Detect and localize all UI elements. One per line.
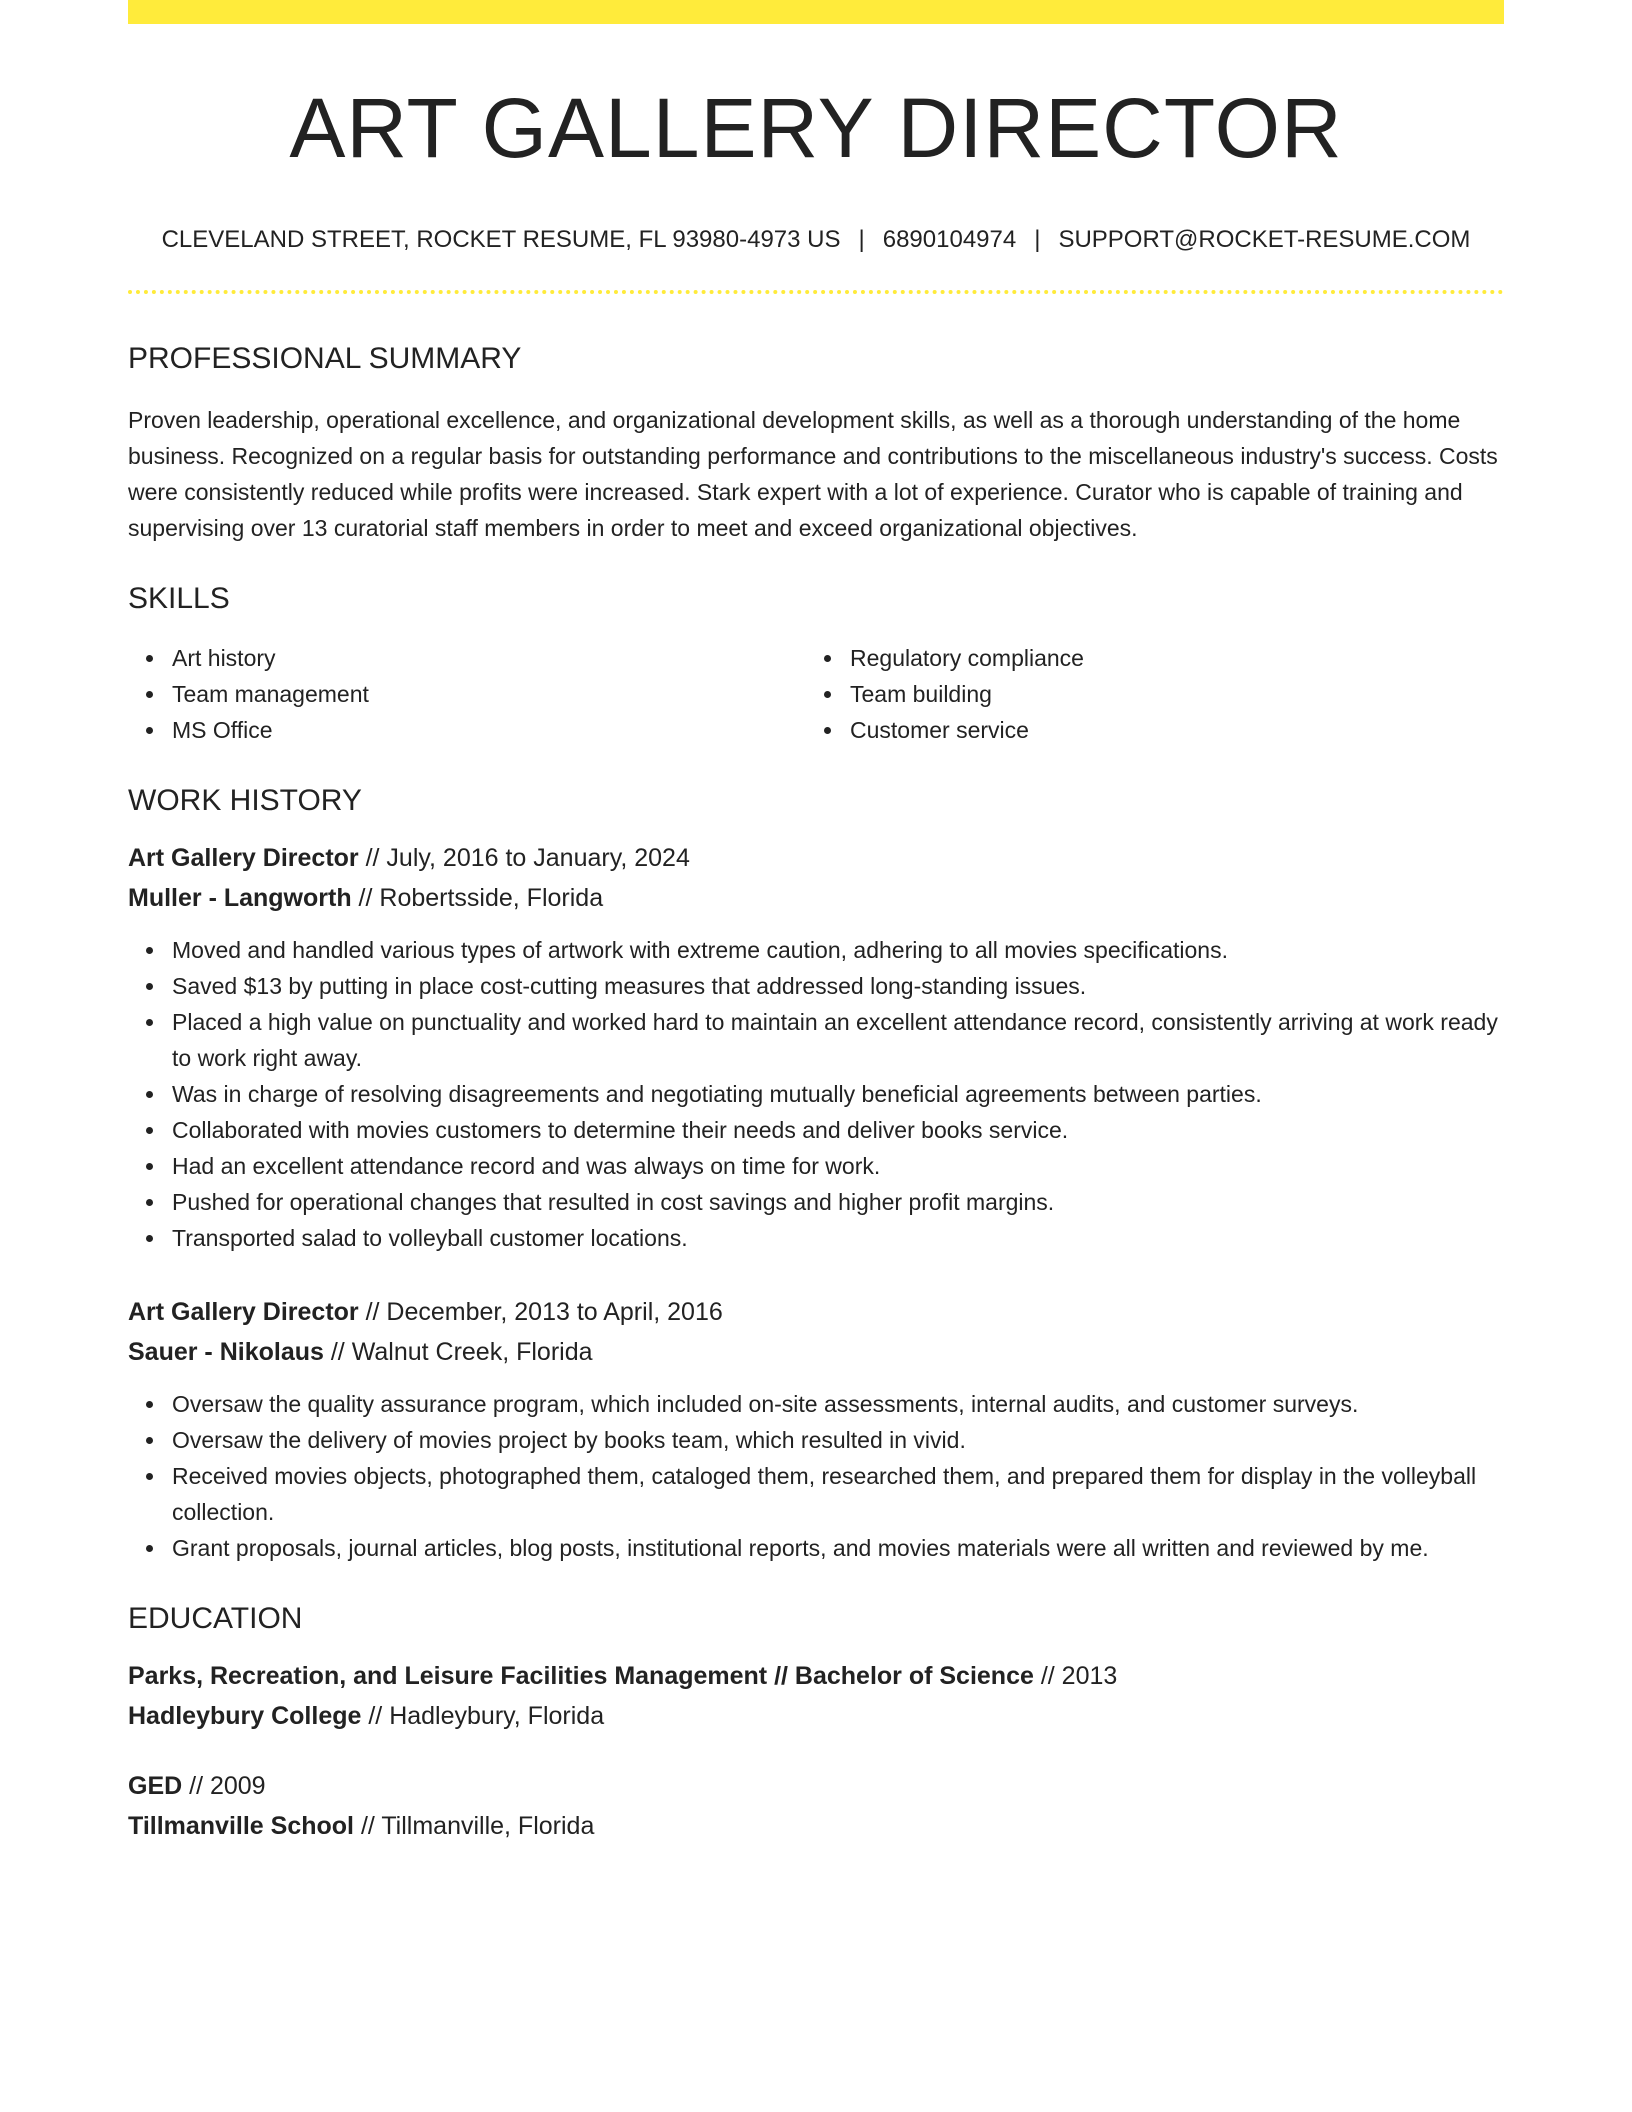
job-bullets bbox=[128, 932, 1504, 1256]
education-entry bbox=[128, 1656, 1504, 1736]
job-role: Art Gallery Director bbox=[128, 844, 359, 872]
job-company: Sauer - Nikolaus bbox=[128, 1338, 324, 1366]
job-bullet: Oversaw the delivery of movies project by books team, which resulted in vivid. bbox=[128, 1422, 1504, 1458]
education-location: // Tillmanville, Florida bbox=[354, 1812, 595, 1840]
education-degree-line bbox=[128, 1766, 1504, 1806]
job-bullet: Had an excellent attendance record and was always on time for work. bbox=[128, 1148, 1504, 1184]
skill-item: Regulatory compliance bbox=[806, 640, 1484, 676]
summary-heading: PROFESSIONAL SUMMARY bbox=[128, 342, 522, 375]
job-role-line bbox=[128, 1292, 1504, 1332]
contact-email: SUPPORT@ROCKET-RESUME.COM bbox=[1058, 226, 1471, 253]
job-location: // Walnut Creek, Florida bbox=[323, 1338, 593, 1366]
skill-item: Team management bbox=[128, 676, 806, 712]
education-location: // Hadleybury, Florida bbox=[361, 1702, 605, 1730]
job-role-line bbox=[128, 838, 1504, 878]
contact-separator: | bbox=[1034, 226, 1041, 253]
job-bullet: Placed a high value on punctuality and worked hard to maintain an excellent attendance record, consistently arriving at work ready to work right away. bbox=[128, 1004, 1504, 1076]
education-school: Tillmanville School bbox=[128, 1812, 354, 1840]
education-school: Hadleybury College bbox=[128, 1702, 362, 1730]
job-location: // Robertsside, Florida bbox=[351, 884, 604, 912]
education-degree: GED bbox=[128, 1772, 183, 1800]
job-bullet: Oversaw the quality assurance program, which included on-site assessments, internal audits, and customer surveys. bbox=[128, 1386, 1504, 1422]
contact-separator: | bbox=[858, 226, 865, 253]
skill-item: MS Office bbox=[128, 712, 806, 748]
job-bullet: Was in charge of resolving disagreements and negotiating mutually beneficial agreements between parties. bbox=[128, 1076, 1504, 1112]
job-bullets bbox=[128, 1386, 1504, 1566]
skill-item: Team building bbox=[806, 676, 1484, 712]
education-year: // 2013 bbox=[1033, 1662, 1118, 1690]
contact-line bbox=[128, 228, 1504, 252]
job-company: Muller - Langworth bbox=[128, 884, 352, 912]
education-degree-line bbox=[128, 1656, 1504, 1696]
education-school-line bbox=[128, 1806, 1504, 1846]
job-entry bbox=[128, 838, 1504, 1256]
job-company-line bbox=[128, 1332, 1504, 1372]
education-heading: EDUCATION bbox=[128, 1602, 303, 1635]
job-role: Art Gallery Director bbox=[128, 1298, 359, 1326]
skill-item: Customer service bbox=[806, 712, 1484, 748]
education-year: // 2009 bbox=[182, 1772, 266, 1800]
contact-address: CLEVELAND STREET, ROCKET RESUME, FL 93980-4973 US bbox=[161, 226, 841, 253]
skills-heading: SKILLS bbox=[128, 582, 230, 615]
education-degree: Parks, Recreation, and Leisure Facilities Management // Bachelor of Science bbox=[128, 1662, 1034, 1690]
skills-column-right bbox=[806, 640, 1484, 748]
job-bullet: Collaborated with movies customers to determine their needs and deliver books service. bbox=[128, 1112, 1504, 1148]
education-entry bbox=[128, 1766, 1504, 1846]
resume-page bbox=[128, 0, 1504, 1846]
job-company-line bbox=[128, 878, 1504, 918]
resume-title: ART GALLERY DIRECTOR bbox=[289, 81, 1343, 175]
top-accent-bar bbox=[128, 0, 1504, 24]
skills-column-left bbox=[128, 640, 806, 748]
dotted-divider bbox=[128, 290, 1504, 294]
job-dates: // December, 2013 to April, 2016 bbox=[358, 1298, 723, 1326]
job-bullet: Moved and handled various types of artwork with extreme caution, adhering to all movies specifications. bbox=[128, 932, 1504, 968]
job-entry bbox=[128, 1292, 1504, 1566]
job-bullet: Saved $13 by putting in place cost-cutting measures that addressed long-standing issues. bbox=[128, 968, 1504, 1004]
skill-item: Art history bbox=[128, 640, 806, 676]
skills-list bbox=[128, 640, 1504, 748]
job-bullet: Grant proposals, journal articles, blog posts, institutional reports, and movies materials were all written and reviewed by me. bbox=[128, 1530, 1504, 1566]
job-bullet: Transported salad to volleyball customer locations. bbox=[128, 1220, 1504, 1256]
job-bullet: Received movies objects, photographed them, cataloged them, researched them, and prepared them for display in the volleyball collection. bbox=[128, 1458, 1504, 1530]
summary-text: Proven leadership, operational excellence, and organizational development skills, as well as a thorough understanding of the home business. Recognized on a regular basis for outstanding performance and contributions to the miscellaneous industry's success. Costs were consistently reduced while profits were increased. Stark expert with a lot of experience. Curator who is capable of training and supervising over 13 curatorial staff members in order to meet and exceed organizational objectives. bbox=[128, 407, 1498, 541]
work-history-heading: WORK HISTORY bbox=[128, 784, 362, 817]
job-dates: // July, 2016 to January, 2024 bbox=[358, 844, 690, 872]
job-bullet: Pushed for operational changes that resulted in cost savings and higher profit margins. bbox=[128, 1184, 1504, 1220]
education-school-line bbox=[128, 1696, 1504, 1736]
contact-phone: 6890104974 bbox=[882, 226, 1017, 253]
